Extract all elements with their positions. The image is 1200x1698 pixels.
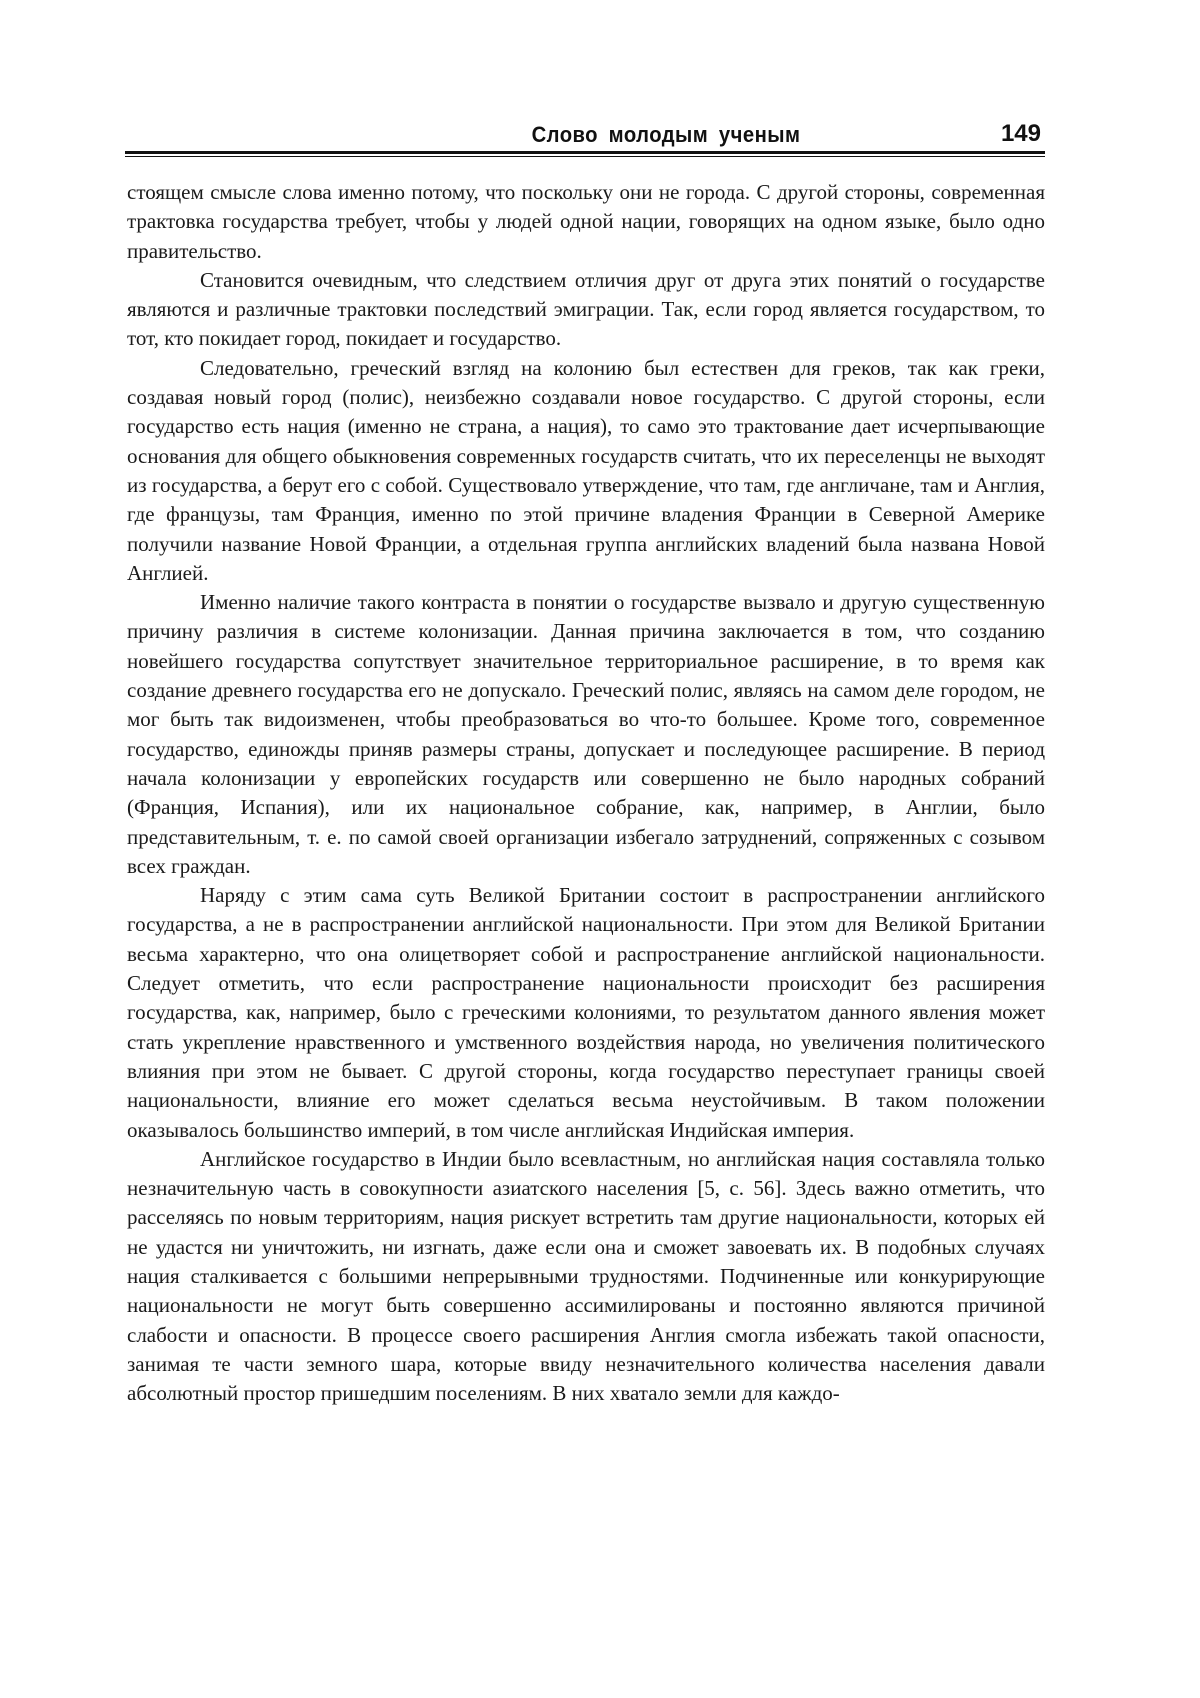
paragraph-continued: стоящем смысле слова именно потому, что поскольку они не города. С другой стороны, современная трактовка государства требует, чтобы у людей одной нации, говорящих на одном языке, было одно правительство. — [127, 180, 1045, 263]
header-rule-thin — [125, 156, 1045, 157]
page-number: 149 — [1000, 120, 1041, 147]
paragraph: Следовательно, греческий взгляд на колонию был естествен для греков, так как греки, создавая новый город (полис), неизбежно создавали новое государство. С другой стороны, если государство есть нация (именно не страна, а нация), то само это трактование дает исчерпывающие основания для общего обыкновения современных государств считать, что их переселенцы не выходят из государства, а берут его с собой. Существовало утверждение, что там, где англичане, там и Англия, где французы, там Франция, именно по этой причине владения Франции в Северной Америке получили название Новой Франции, а отдельная группа английских владений была названа Новой Англией. — [127, 355, 1045, 585]
paragraph: Именно наличие такого контраста в понятии о государстве вызвало и другую существенную причину различия в системе колонизации. Данная причина заключается в том, что созданию новейшего государства сопутствует значительное территориальное расширение, в то время как создание древнего государства его не допускало. Греческий полис, являясь на самом деле городом, не мог быть так видоизменен, чтобы преобразоваться во что-то большее. Кроме того, современное государство, единожды приняв размеры страны, допускает и последующее расширение. В период начала колонизации у европейских государств или совершенно не было народных собраний (Франция, Испания), или их национальное собрание, как, например, в Англии, было представительным, т. е. по самой своей организации избегало затруднений, сопряженных с созывом всех граждан. — [127, 590, 1045, 878]
body-text — [127, 178, 1045, 1408]
paragraph: Становится очевидным, что следствием отличия друг от друга этих понятий о государстве являются и различные трактовки последствий эмиграции. Так, если город является государством, то тот, кто покидает город, покидает и государство. — [127, 267, 1045, 351]
running-title: Слово молодым ученым — [531, 122, 801, 147]
page-header — [125, 120, 1045, 156]
paragraph: Наряду с этим сама суть Великой Британии состоит в распространении английского государства, а не в распространении английской национальности. При этом для Великой Британии весьма характерно, что она олицетворяет собой и распространение английской национальности. Следует отметить, что если распространение национальности происходит без расширения государства, как, например, было с греческими колониями, то результатом данного явления может стать укрепление нравственного и умственного воздействия народа, но увеличения политического влияния при этом не бывает. С другой стороны, когда государство переступает границы своей национальности, влияние его может сделаться весьма неустойчивым. В таком положении оказывалось большинство империй, в том числе английская Индийская империя. — [127, 883, 1045, 1142]
paragraph: Английское государство в Индии было всевластным, но английская нация составляла только незначительную часть в совокупности азиатского населения [5, с. 56]. Здесь важно отметить, что расселяясь по новым территориям, нация рискует встретить там другие национальности, которых ей не удастся ни уничтожить, ни изгнать, даже если она и сможет завоевать их. В подобных случаях нация сталкивается с большими непрерывными трудностями. Подчиненные или конкурирующие национальности не могут быть совершенно ассимилированы и постоянно являются причиной слабости и опасности. В процессе своего расширения Англия смогла избежать такой опасности, занимая те части земного шара, которые ввиду незначительного количества населения давали абсолютный простор пришедшим поселениям. В них хватало земли для каждо- — [127, 1146, 1045, 1406]
header-rule-thick — [125, 151, 1045, 154]
